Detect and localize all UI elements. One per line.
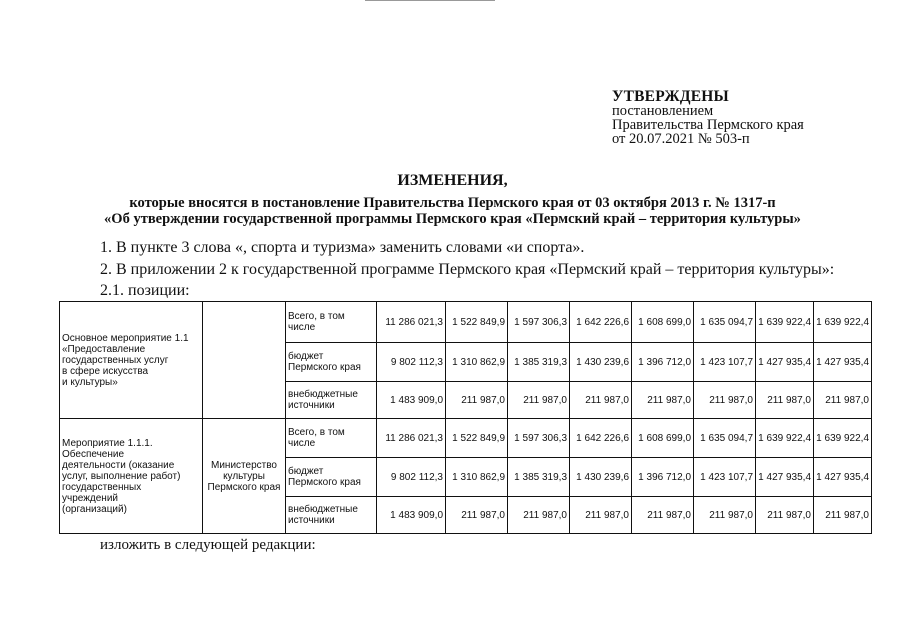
value-cell: 1 639 922,4: [814, 419, 872, 458]
table-row: [60, 419, 872, 458]
funding-table: [59, 301, 872, 534]
approved-line: постановлением: [612, 103, 714, 119]
value-cell: 211 987,0: [756, 382, 814, 419]
scan-top-line: [365, 0, 495, 1]
value-cell: 1 635 094,7: [694, 302, 756, 343]
value-cell: 1 608 699,0: [632, 419, 694, 458]
table-row: [60, 302, 872, 343]
value-cell: 1 430 239,6: [570, 343, 632, 382]
value-cell: 211 987,0: [694, 497, 756, 534]
row-label: бюджет Пермского края: [286, 343, 377, 382]
responsible-cell: Министерство культуры Пермского края: [203, 419, 286, 534]
approved-line: от 20.07.2021 № 503-п: [612, 131, 750, 147]
row-label: Всего, в том числе: [286, 419, 377, 458]
approved-title: УТВЕРЖДЕНЫ: [612, 88, 729, 105]
value-cell: 1 427 935,4: [756, 343, 814, 382]
footer-text: изложить в следующей редакции:: [100, 537, 316, 553]
value-cell: 1 597 306,3: [508, 302, 570, 343]
value-cell: 1 639 922,4: [756, 419, 814, 458]
value-cell: 211 987,0: [508, 497, 570, 534]
value-cell: 11 286 021,3: [377, 302, 446, 343]
value-cell: 1 310 862,9: [446, 458, 508, 497]
paragraph: 1. В пункте 3 слова «, спорта и туризма» заменить словами «и спорта».: [100, 239, 585, 256]
value-cell: 1 385 319,3: [508, 458, 570, 497]
value-cell: 211 987,0: [446, 382, 508, 419]
row-label: внебюджетные источники: [286, 497, 377, 534]
value-cell: 211 987,0: [814, 382, 872, 419]
paragraph: 2. В приложении 2 к государственной программе Пермского края «Пермский край – территория культуры»:: [100, 261, 835, 278]
value-cell: 211 987,0: [756, 497, 814, 534]
value-cell: 211 987,0: [446, 497, 508, 534]
value-cell: 1 635 094,7: [694, 419, 756, 458]
subtitle-line: «Об утверждении государственной программы Пермского края «Пермский край – территория культуры»: [104, 211, 801, 227]
value-cell: 1 427 935,4: [756, 458, 814, 497]
section-title-cell: Основное мероприятие 1.1 «Предоставление государственных услуг в сфере искусства и культуры»: [60, 302, 203, 419]
section-title-cell: Мероприятие 1.1.1. Обеспечение деятельности (оказание услуг, выполнение работ) государственных учреждений (организаций): [60, 419, 203, 534]
approval-stamp: [612, 90, 804, 146]
value-cell: 1 427 935,4: [814, 343, 872, 382]
value-cell: 1 597 306,3: [508, 419, 570, 458]
value-cell: 1 639 922,4: [814, 302, 872, 343]
value-cell: 211 987,0: [570, 497, 632, 534]
row-label: бюджет Пермского края: [286, 458, 377, 497]
value-cell: 1 396 712,0: [632, 343, 694, 382]
value-cell: 211 987,0: [694, 382, 756, 419]
document-title: ИЗМЕНЕНИЯ,: [397, 172, 508, 189]
value-cell: 1 522 849,9: [446, 419, 508, 458]
value-cell: 9 802 112,3: [377, 343, 446, 382]
value-cell: 1 642 226,6: [570, 419, 632, 458]
value-cell: 1 385 319,3: [508, 343, 570, 382]
value-cell: 1 483 909,0: [377, 382, 446, 419]
approved-line: Правительства Пермского края: [612, 117, 804, 133]
value-cell: 9 802 112,3: [377, 458, 446, 497]
value-cell: 211 987,0: [632, 382, 694, 419]
value-cell: 1 423 107,7: [694, 343, 756, 382]
value-cell: 1 430 239,6: [570, 458, 632, 497]
value-cell: 1 639 922,4: [756, 302, 814, 343]
value-cell: 1 483 909,0: [377, 497, 446, 534]
responsible-cell: [203, 302, 286, 419]
row-label: внебюджетные источники: [286, 382, 377, 419]
paragraph: 2.1. позиции:: [100, 282, 190, 299]
value-cell: 1 608 699,0: [632, 302, 694, 343]
value-cell: 211 987,0: [508, 382, 570, 419]
value-cell: 211 987,0: [814, 497, 872, 534]
value-cell: 1 642 226,6: [570, 302, 632, 343]
value-cell: 211 987,0: [632, 497, 694, 534]
value-cell: 1 396 712,0: [632, 458, 694, 497]
value-cell: 211 987,0: [570, 382, 632, 419]
value-cell: 1 522 849,9: [446, 302, 508, 343]
value-cell: 1 427 935,4: [814, 458, 872, 497]
value-cell: 11 286 021,3: [377, 419, 446, 458]
value-cell: 1 423 107,7: [694, 458, 756, 497]
value-cell: 1 310 862,9: [446, 343, 508, 382]
subtitle-line: которые вносятся в постановление Правительства Пермского края от 03 октября 2013 г. № 1317-п: [129, 195, 776, 211]
row-label: Всего, в том числе: [286, 302, 377, 343]
